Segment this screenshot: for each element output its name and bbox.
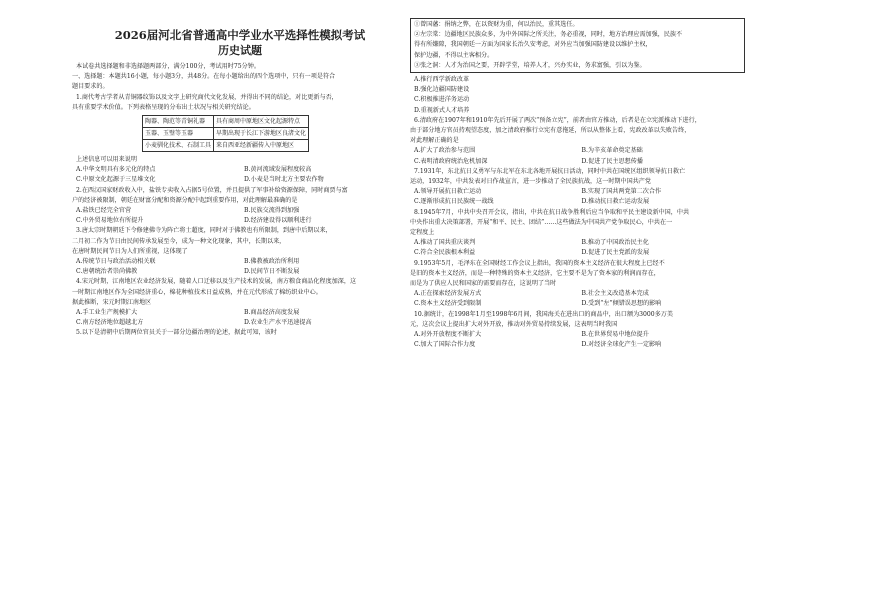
question-7 xyxy=(410,167,745,208)
table-row xyxy=(143,140,309,152)
source-line: ③张之洞：人才为治国之要，开辟学堂，培养人才，兴办实业，务求富强，引以为鉴。 xyxy=(414,61,646,69)
option-a[interactable]: A.领导开展抗日救亡运动 xyxy=(414,188,482,196)
option-a[interactable]: A.扩大了政治参与范围 xyxy=(414,147,476,155)
option-c[interactable]: C.唐朝统治者崇尚佛教 xyxy=(76,268,138,276)
option-c[interactable]: C.积极推进洋务运动 xyxy=(414,96,470,104)
option-a[interactable]: A.中华文明具有多元化的特点 xyxy=(76,166,156,174)
q5-options xyxy=(410,75,745,116)
q3-options xyxy=(72,257,408,277)
question-9 xyxy=(410,259,745,310)
table-cell: 来自西亚经新疆传入中原地区 xyxy=(214,140,309,152)
q9-stem-line: 是旧的资本主义经济，而是一种特殊的资本主义经济，它主要不是为了资本家的利润而存在， xyxy=(410,269,660,277)
source-line: 得有所嫌隙，我国朝廷一方面为国家长治久安考虑，对外应当加强国防建设以维护主权， xyxy=(414,41,652,49)
option-d[interactable]: D.受到“左”倾错误思想的影响 xyxy=(581,300,662,308)
option-d[interactable]: D.民间节日不断发展 xyxy=(244,268,300,276)
source-line: ①曾国藩：捐纳之弊，在以资财为重，何以治民，重其选任。 xyxy=(414,21,579,28)
question-1 xyxy=(72,93,408,186)
option-a[interactable]: A.盐铁已经完全官营 xyxy=(76,207,132,215)
q2-options xyxy=(72,206,408,226)
q9-stem-line: 9.1953年5月，毛泽东在全国财经工作会议上指出，我国的资本主义经济在很大程度上已经不 xyxy=(414,259,665,267)
table-row xyxy=(143,128,309,140)
option-a[interactable]: A.推行西学新政改革 xyxy=(414,76,470,84)
question-3 xyxy=(72,226,408,277)
q2-stem-line: 2.在西汉国家财政收入中，盐铁专卖收入占据5号位置，并且提供了军事补给资源保障，同时商贾与富 xyxy=(76,186,348,194)
q9-stem-line: 而是为了供应人民和国家的需要而存在，这说明了当时 xyxy=(410,280,557,288)
option-b[interactable]: B.佛教被政治所利用 xyxy=(244,258,300,266)
section-heading: 一、选择题：本题共16小题，每小题3分，共48分。在每小题给出的四个选项中，只有一项是符合 xyxy=(72,73,336,81)
table-cell: 具有商周中原地区文化起源特点 xyxy=(214,116,309,128)
q8-stem-line: 中央作出重大决策部署，开展“和平、民主、团结”……这些做法为中国共产党争取民心，中共在一 xyxy=(410,218,673,226)
q8-stem-line: 定程度上 xyxy=(410,229,435,237)
option-d[interactable]: D.重视新式人才培养 xyxy=(414,106,470,114)
q1-after: 上述信息可以用来说明 xyxy=(76,156,137,164)
option-b[interactable]: B.民族交流得到加强 xyxy=(244,207,300,215)
table-cell: 小麦驯化技术、石制工具 xyxy=(143,140,214,152)
option-b[interactable]: B.实现了国共两党第二次合作 xyxy=(581,188,662,196)
option-b[interactable]: B.为辛亥革命奠定基础 xyxy=(581,147,643,155)
option-c[interactable]: C.南方经济地位超越北方 xyxy=(76,319,144,327)
q3-stem-line: 二月初二作为节日由民间传承发展至今，成为一种文化现象，其中，长期以来， xyxy=(72,237,286,245)
option-a[interactable]: A.传统节日与政治活动相关联 xyxy=(76,258,156,266)
q4-stem-line: 4.宋元时期，江南地区农业经济发展，随着人口迁移以及生产技术的发展，南方粮食商品化程度加深，这 xyxy=(76,278,357,286)
q7-stem-line: 运动，1932年，中共发表对日作战宣言，进一步推动了全民族抗战，这一时期中国共产党 xyxy=(410,178,651,186)
q3-stem-line: 3.唐太宗时期朝廷下令修建佛寺为阵亡将士超度，同时对于佛教也有所限制，到唐中后期以来， xyxy=(76,227,332,235)
q5-stem-line: 5.以下是清朝中后期两位官员关于一部分边疆治理的论述，据此可知，该时 xyxy=(76,329,277,337)
table-cell: 早期出现于长江下游地区良渚文化 xyxy=(214,128,309,140)
option-d[interactable]: D.农业生产水平迅速提高 xyxy=(244,319,312,327)
q10-stem-line: 10.据统计，在1998年1月至1998年6月间，我国海关在进出口的商品中，出口额为3000多万美 xyxy=(414,310,673,318)
q6-stem-line: 6.清政府在1907年和1910年先后开展了两次“预备立宪”，前者由官方推动，后者是在立宪派推动下进行， xyxy=(414,116,701,124)
option-b[interactable]: B.在世界贸易中地位提升 xyxy=(581,331,649,339)
option-b[interactable]: B.推动了中国政治民主化 xyxy=(581,239,649,247)
q8-options xyxy=(410,238,745,258)
option-b[interactable]: B.黄河流域发展程度较高 xyxy=(244,166,312,174)
option-b[interactable]: B.强化边疆国防建设 xyxy=(414,86,470,94)
option-b[interactable]: B.商品经济高度发展 xyxy=(244,309,300,317)
q3-stem-line: 在唐时期民间节日为人们所重视，这体现了 xyxy=(72,247,188,255)
q1-stem-line: 具有重要学术价值。下列表格呈现的分布出土状况与相关研究结论。 xyxy=(72,103,255,111)
q5-source-box xyxy=(410,18,745,73)
q10-options xyxy=(410,330,745,350)
question-5 xyxy=(72,328,408,338)
exam-subtitle: 历史试题 xyxy=(218,44,262,57)
left-column xyxy=(72,28,408,339)
q1-stem-line: 1.商代考古学者从青铜器纹饰以及文字上研究商代文化发展，并得出不同的结论，对比更新与否， xyxy=(76,93,338,101)
question-8 xyxy=(410,208,745,259)
section-heading-cont: 题目要求的。 xyxy=(72,83,109,91)
q1-table xyxy=(142,115,309,152)
option-d[interactable]: D.经济建设得以顺利进行 xyxy=(244,217,312,225)
option-a[interactable]: A.对外开放程度不断扩大 xyxy=(414,331,482,339)
option-c[interactable]: C.符合全民族根本利益 xyxy=(414,249,476,257)
question-2 xyxy=(72,186,408,227)
q6-stem-line: 对此理解正确的是 xyxy=(410,137,459,145)
option-c[interactable]: C.中原文化起源于三星堆文化 xyxy=(76,176,156,184)
q7-options xyxy=(410,187,745,207)
question-10 xyxy=(410,310,745,351)
table-cell: 玉器、玉璧等玉器 xyxy=(143,128,214,140)
right-column xyxy=(410,18,745,351)
option-d[interactable]: D.小麦是当时北方主要农作物 xyxy=(244,176,324,184)
option-c[interactable]: C.逐渐形成抗日民族统一战线 xyxy=(414,198,494,206)
option-c[interactable]: C.加大了国际合作力度 xyxy=(414,341,476,349)
q4-stem-line: 一时期江南地区作为全国经济重心，棉花种植技术日益成熟，并在元代形成了棉纺织业中心。 xyxy=(72,288,322,296)
table-row xyxy=(143,116,309,128)
instruction-line: 本试卷共选择题和非选择题两部分，满分100分，考试用时75分钟。 xyxy=(76,63,260,70)
option-c[interactable]: C.表明清政府统治危机加深 xyxy=(414,157,488,165)
q7-stem-line: 7.1931年，东北抗日义勇军与东北军在东北各地开展抗日活动，同时中共在国统区组织领导抗日救亡 xyxy=(414,167,686,175)
option-d[interactable]: D.促进了民主党派的发展 xyxy=(581,249,650,257)
q9-options xyxy=(410,289,745,309)
q6-options xyxy=(410,146,745,166)
question-4 xyxy=(72,277,408,328)
q10-stem-line: 元，这次会议上提出扩大对外开放，推动对外贸易持续发展，这表明当时我国 xyxy=(410,320,618,328)
option-c[interactable]: C.资本主义经济受到限制 xyxy=(414,300,482,308)
option-d[interactable]: D.对经济全球化产生一定影响 xyxy=(581,341,662,349)
option-d[interactable]: D.促进了民主思想传播 xyxy=(581,157,643,165)
q1-options xyxy=(72,165,408,185)
q4-stem-line: 据此推断，宋元时期江南地区 xyxy=(72,298,152,306)
q6-stem-line: 由于部分地方官员持观望态度，加之清政府推行立宪有意拖延，所以从整体上看，宪政改革以失败告终， xyxy=(410,127,691,135)
table-cell: 陶器、陶范等青铜礼器 xyxy=(143,116,214,128)
q2-stem-line: 户的经济被限制，朝廷在财富分配和资源分配中起到重要作用，对此理解最准确的是 xyxy=(72,196,298,204)
source-line: 保护边疆，不得以主客相分。 xyxy=(414,51,494,59)
option-a[interactable]: A.正在探索经济发展方式 xyxy=(414,290,482,298)
option-a[interactable]: A.手工业生产规模扩大 xyxy=(76,309,138,317)
exam-title: 2026届河北省普通高中学业水平选择性模拟考试 xyxy=(114,28,366,42)
option-d[interactable]: D.推动抗日救亡运动发展 xyxy=(581,198,650,206)
option-b[interactable]: B.社会主义改造基本完成 xyxy=(581,290,649,298)
option-a[interactable]: A.推动了国共重庆谈判 xyxy=(414,239,476,247)
q4-options xyxy=(72,308,408,328)
question-6 xyxy=(410,116,745,167)
option-c[interactable]: C.中外贸易地位有所提升 xyxy=(76,217,144,225)
q8-stem-line: 8.1945年7月，中共中央召开会议，指出，中共在抗日战争胜利后应当争取和平民主建设新中国，中共 xyxy=(414,208,690,216)
source-line: ②左宗棠：边疆地区民族众多，为中外国际之所关注，务必重视，同时，地方治理应需加强，民族不 xyxy=(414,31,683,39)
